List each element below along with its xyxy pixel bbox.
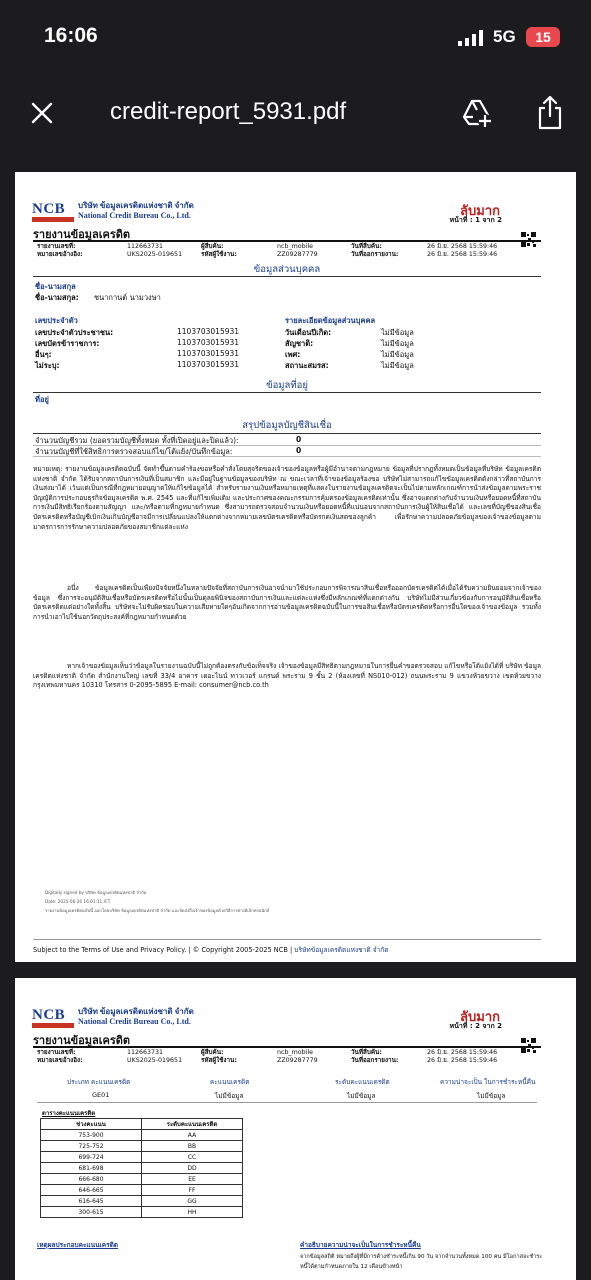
probability-text: จากข้อมูลสถิติ หมายถึงผู้ที่มีการค้างชำระหนี้เกิน 90 วัน จากจำนวนทั้งหมด 100 คน มีโอกาสจะชำระ หนี้ได้ตามกำหนดภายใน 12 เดือนข้างหน้า [300,1254,543,1270]
confidential-label: ลับมาก [460,204,500,219]
company-name-th: บริษัท ข้อมูลเครดิตแห่งชาติ จำกัด [78,201,194,210]
page-number: หน้าที่ : 1 จาก 2 [449,216,502,224]
table-row: 646-665 FF [41,1185,243,1196]
inquirer: ncb_mobile [277,1049,313,1056]
name-value: ชนากานต์ นามวงษา [94,293,161,302]
detail-header: รายละเอียดข้อมูลส่วนบุคคล [285,316,376,325]
company-name-en: National Credit Bureau Co., Ltd. [78,1017,191,1026]
ncb-logo: NCB [32,1008,74,1026]
score-header: ประเภท คะแนนเครดิต [67,1078,131,1086]
signal-icon [458,30,486,46]
summary-label: จำนวนบัญชีที่ใช้สิทธิการตรวจสอบแก้ไข/โต้แย้ง/บันทึกข้อมูล: [35,447,233,456]
address-label: ที่อยู่ [35,395,49,404]
company-name-en: National Credit Bureau Co., Ltd. [78,211,191,220]
inquirer: ncb_mobile [277,243,313,250]
summary-value: 0 [296,435,302,444]
status-time: 16:06 [44,24,98,47]
score-value: GE01 [92,1091,110,1099]
probability-label: คำอธิบายความน่าจะเป็นในการชำระหนี้คืน [300,1241,421,1249]
summary-value: 0 [296,446,302,455]
id-value: 1103703015931 [177,349,240,358]
disclaimer-paragraph: อนึ่ง ข้อมูลเครดิตเป็นเพียงปัจจัยหนึ่งในหลายปัจจัยที่สถาบันการเงินอาจนำมาใช้ประกอบการพิจารณาสินเชื่อหรือออกบัตรเครดิตได้เมื่อได้รับความยินยอมจากเจ้าของข้อมูล ซึ่งการจะอนุมัติสินเชื่อหรือบัตรเครดิตหรือไม่นั้นเป็นดุลยพินิจของสถาบันการเงินและแต่ละแห่งซึ่งมีหลักเกณฑ์ที่แตกต่างกัน บริษัทไม่มีส่วนเกี่ยวข้องกับการอนุมัติสินเชื่อหรือบัตรเครดิตแต่อย่างใดทั้งสิ้น บริษัทจะไม่รับผิดชอบในความเสียหายใดๆอันเกิดจากการอ่านข้อมูลเครดิตฉบับนี้ในการขอสินเชื่อหรือบัตรเครดิตหรือการอื่นใดของเจ้าของข้อมูล รวมทั้ง การนำเอาไปใช้นอกวัตถุประสงค์ที่กฎหมายกำหนดด้วย [33,584,541,621]
contact-paragraph: หากเจ้าของข้อมูลเห็นว่าข้อมูลในรายงานฉบับนี้ไม่ถูกต้องตรงกับข้อเท็จจริง เจ้าของข้อมูลมีสิทธิตามกฎหมายในการยื่นคำขอตรวจสอบ แก้ไขหรือโต้แย้งได้ที่ บริษัท ข้อมูลเครดิตแห่งชาติ จำกัด สำนักงานใหญ่ เลขที่ 33/4 อาคาร เดอะไนน์ ทาวเวอร์ แกรนด์ พระราม 9 ชั้น 2 (ห้องเลขที่ NS010-012) ถนนพระราม 9 แขวงห้วยขวาง เขตห้วยขวาง กรุงเทพมหานคร 10310 โทรสาร 0-2095-5895 E-mail: consumer@ncb.co.th [33,662,541,690]
score-header: ระดับคะแนนเครดิต [335,1078,390,1086]
score-table [40,1118,243,1218]
id-label: เลขบัตรข้าราชการ: [35,339,100,348]
score-value: ไม่มีข้อมูล [215,1092,244,1100]
inquiry-date: 26 มิ.ย. 2568 15:59:46 [427,1049,498,1056]
user-code: ZZ09287779 [277,1057,318,1064]
network-type: 5G [493,27,516,46]
score-value: ไม่มีข้อมูล [347,1092,376,1100]
note-paragraph: หมายเหตุ: รายงานข้อมูลเครดิตฉบับนี้ จัดทำขึ้นตามคำร้องขอหรือคำสั่งโดยสุจริตของเจ้าของข้อมูลหรือผู้มีอำนาจตามกฎหมาย ข้อมูลที่ปรากฏทั้งหมดเป็นข้อมูลที่บริษัท ข้อมูลเครดิตแห่งชาติ จำกัด ได้รับจากสถาบันการเงินที่เป็นสมาชิก และมีอยู่ในฐานข้อมูลของบริษัท ณ ขณะเวลาที่เจ้าของข้อมูลร้องขอ บริษัทไม่สามารถแก้ไขข้อมูลเครดิตดังกล่าวที่สถาบันการเงินส่งมาได้ เว้นแต่เป็นกรณีที่กฎหมายอนุญาตให้แก้ไขข้อมูลได้ สำหรับรายงานเงินหรือหมายเหตุที่แสดงในรายงานข้อมูลเครดิตจะเป็นไปตามหลักเกณฑ์การนำส่งข้อมูลตามพระราชบัญญัติการประกอบธุรกิจข้อมูลเครดิต พ.ศ. 2545 และที่แก้ไขเพิ่มเติม และประกาศของคณะกรรมการคุ้มครองข้อมูลเครดิตเท่านั้น ซึ่งอาจแตกต่างกับจำนวนเงินหรือยอดหนี้ที่สถาบันการเงินมีสิทธิเรียกร้องตามสัญญา และ/หรือตามที่กฎหมายกำหนด ซึ่งสามารถตรวจสอบจำนวนเงินหรือยอดหนี้ที่แน่นอนจากสถาบันการเงินผู้ให้สินเชื่อได้ และเลขที่บัญชีของสินเชื่อบัตรเครดิตหรือบัญชีเบิกเงินเกินบัญชีอาจมีการเปลี่ยนแปลงให้แตกต่างจากหมายเลขบัตรเครดิตหรือบัตรกดเงินสดของลูกค้า เพื่อรักษาความปลอดภัยข้อมูลของเจ้าของข้อมูลตามมาตรการการรักษาความปลอดภัยของสมาชิกแต่ละแห่ง [33,465,541,531]
detail-label: เพศ: [285,350,301,359]
detail-label: สัญชาติ: [285,339,314,348]
battery-icon: 15 [526,27,560,47]
status-bar [0,0,591,70]
report-date: 26 มิ.ย. 2568 15:59:46 [427,251,498,258]
page-footer: Subject to the Terms of Use and Privacy Policy. | © Copyright 2005-2025 NCB | บริษัทข้อมูลเครดิตแห่งชาติ จำกัด [33,946,389,954]
id-label: เลขประจำตัวประชาชน: [35,328,114,337]
score-header: คะแนนเครดิต [210,1078,250,1086]
signature-date: Date: 2025-06-26 16:01:11 ICT [45,899,111,904]
id-value: 1103703015931 [177,327,240,336]
company-name-th: บริษัท ข้อมูลเครดิตแห่งชาติ จำกัด [78,1007,194,1016]
digital-signature: Digitally signed by บริษัท ข้อมูลเครดิตแห่งชาติ จำกัด [45,890,147,895]
pdf-page-2: NCB บริษัท ข้อมูลเครดิตแห่งชาติ จำกัด National Credit Bureau Co., Ltd. ลับมาก หน้าที่ : 2 จาก 2 รายงานข้อมูลเครดิต รายงานเลขที่: 112663731 หมายเลขอ้างอิง: UKS2025-019651 ผู้สืบค้น: ncb_mobile รหัสผู้ใช้งาน: ZZ09287779 วันที่สืบค้น: 26 มิ.ย. 2568 15:59:46 วันที่ออกรายงาน: 26 มิ.ย. 2568 15:59:46 ประเภท คะแนนเครดิต คะแนนเครดิต ระดับคะแนนเครดิต ความน่าจะเป็น ในการชำระหนี้คืน GE01 ไม่มีข้อมูล ไม่มีข้อมูล ไม่มีข้อมูล ตารางคะแนนเครดิต ช่วงคะแนน ระดับคะแนนเครดิต 753-900 AA 725-752 BB 699-724 CC 681-698 DD 666-680 EE 646-665 FF 616-645 GG 300-615 HH เหตุผลประกอบคะแนนเครดิต คำอธิบายความน่าจะเป็นในการชำระหนี้คืน จากข้อมูลสถิติ หมายถึงผู้ที่มีการค้างชำระหนี้เกิน 90 วัน จากจำนวนทั้งหมด 100 คน มีโอกาสจะชำระ หนี้ได้ตามกำหนดภายใน 12 เดือนข้างหน้า [15,978,576,1280]
signature-note: รายงานข้อมูลเครดิตฉบับนี้ ออกโดยบริษัท ข้อมูลเครดิตแห่งชาติ จำกัด และจัดส่งถึงเจ้าของข้อมูลด้วยวิธีการทางอิเล็กทรอนิกส์ [45,908,270,913]
table-row: 666-680 EE [41,1174,243,1185]
detail-label: วันเดือนปีเกิด: [285,328,332,337]
footer-company-link[interactable]: บริษัทข้อมูลเครดิตแห่งชาติ จำกัด [294,946,389,954]
close-icon[interactable] [31,102,53,124]
score-value: ไม่มีข้อมูล [477,1092,506,1100]
detail-value: ไม่มีข้อมูล [381,361,414,370]
address-section-title: ข้อมูลที่อยู่ [266,380,308,391]
table-row: 681-698 DD [41,1163,243,1174]
ncb-logo: NCB [32,202,74,220]
summary-section-title: สรุปข้อมูลบัญชีสินเชื่อ [242,420,332,431]
id-header: เลขประจำตัว [35,316,78,325]
table-header: ระดับคะแนนเครดิต [142,1119,243,1130]
file-name: credit-report_5931.pdf [110,98,347,125]
table-row: 300-615 HH [41,1207,243,1218]
report-date: 26 มิ.ย. 2568 15:59:46 [427,1057,498,1064]
personal-section-title: ข้อมูลส่วนบุคคล [253,264,321,275]
add-to-drive-icon[interactable] [460,98,494,130]
name-label: ชื่อ-นามสกุล: [35,293,79,302]
pdf-page-1: NCB บริษัท ข้อมูลเครดิตแห่งชาติ จำกัด National Credit Bureau Co., Ltd. ลับมาก หน้าที่ : 1 จาก 2 รายงานข้อมูลเครดิต รายงานเลขที่: 112663731 หมายเลขอ้างอิง: UKS2025-019651 ผู้สืบค้น: ncb_mobile รหัสผู้ใช้งาน: ZZ09287779 วันที่สืบค้น: 26 มิ.ย. 2568 15:59:46 วันที่ออกรายงาน: 26 มิ.ย. 2568 15:59:46 ข้อมูลส่วนบุคคล ชื่อ-นามสกุล ชื่อ-นามสกุล: ชนากานต์ นามวงษา เลขประจำตัว รายละเอียดข้อมูลส่วนบุคคล เลขประจำตัวประชาชน: 1103703015931 เลขบัตรข้าราชการ: 1103703015931 อื่นๆ: 1103703015931 ไม่ระบุ: 1103703015931 วันเดือนปีเกิด: ไม่มีข้อมูล สัญชาติ: ไม่มีข้อมูล เพศ: ไม่มีข้อมูล สถานะสมรส: ไม่มีข้อมูล ข้อมูลที่อยู่ ที่อยู่ สรุปข้อมูลบัญชีสินเชื่อ จำนวนบัญชีรวม (ยอดรวมบัญชีทั้งหมด ทั้งที่เปิดอยู่และปิดแล้ว): 0 จำนวนบัญชีที่ใช้สิทธิการตรวจสอบแก้ไข/โต้แย้ง/บันทึกข้อมูล: 0 [15,172,576,962]
id-value: 1103703015931 [177,360,240,369]
id-value: 1103703015931 [177,338,240,347]
detail-label: สถานะสมรส: [285,361,329,370]
detail-value: ไม่มีข้อมูล [381,339,414,348]
summary-label: จำนวนบัญชีรวม (ยอดรวมบัญชีทั้งหมด ทั้งที่เปิดอยู่และปิดแล้ว): [35,436,239,445]
table-header: ช่วงคะแนน [41,1119,142,1130]
report-number: 112663731 [127,1049,164,1056]
confidential-label: ลับมาก [460,1010,500,1025]
report-title: รายงานข้อมูลเครดิต [33,228,131,241]
reference-number: UKS2025-019651 [127,251,183,258]
id-label: ไม่ระบุ: [35,361,60,370]
table-row: 699-724 CC [41,1152,243,1163]
table-row: 616-645 GG [41,1196,243,1207]
report-number: 112663731 [127,243,164,250]
user-code: ZZ09287779 [277,251,318,258]
table-row: 753-900 AA [41,1130,243,1141]
score-table-title: ตารางคะแนนเครดิต [42,1110,96,1117]
detail-value: ไม่มีข้อมูล [381,328,414,337]
table-row: 725-752 BB [41,1141,243,1152]
share-icon[interactable] [536,94,564,130]
report-title: รายงานข้อมูลเครดิต [33,1034,131,1047]
reason-label: เหตุผลประกอบคะแนนเครดิต [37,1241,119,1249]
page-number: หน้าที่ : 2 จาก 2 [449,1022,502,1030]
detail-value: ไม่มีข้อมูล [381,350,414,359]
inquiry-date: 26 มิ.ย. 2568 15:59:46 [427,243,498,250]
name-header: ชื่อ-นามสกุล [35,282,76,291]
id-label: อื่นๆ: [35,350,52,359]
reference-number: UKS2025-019651 [127,1057,183,1064]
score-header: ความน่าจะเป็น ในการชำระหนี้คืน [440,1078,536,1086]
